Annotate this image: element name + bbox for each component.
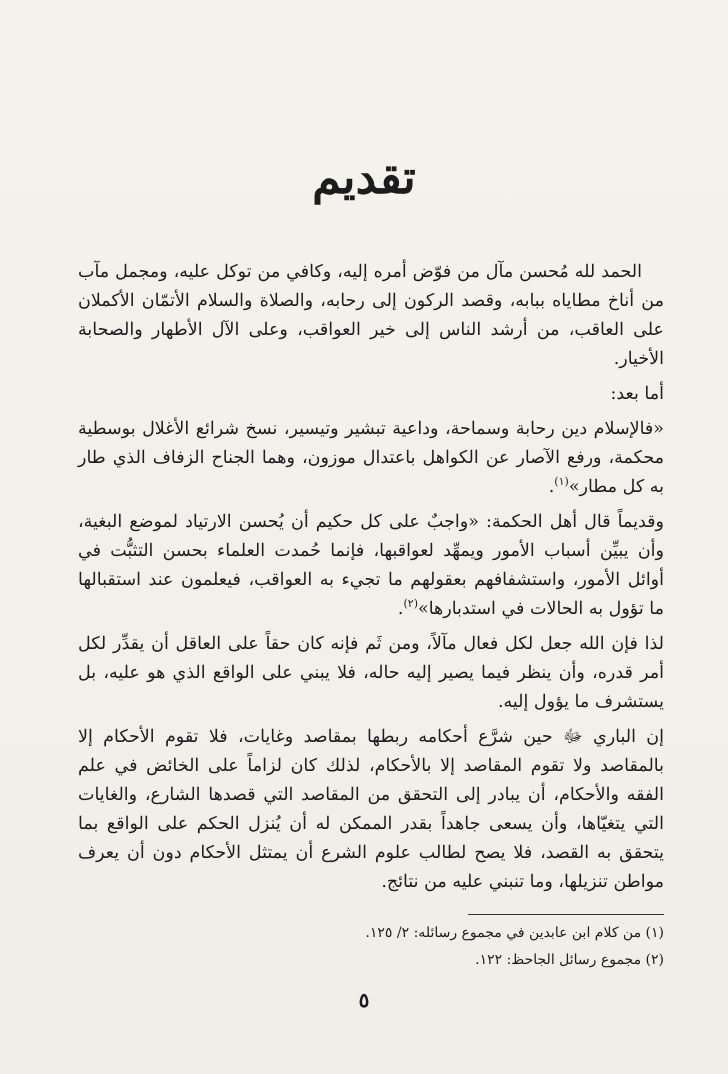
footnotes	[78, 920, 664, 974]
footnote-ref-2: (٢)	[403, 597, 418, 611]
paragraph-wisdom-text: وقديماً قال أهل الحكمة: «واجبٌ على كل حكيم أن يُحسن الارتياد لموضع البغية، وأن يبيِّن أسباب الأمور ويمهِّد لعواقبها، فإنما حُمدت العلماء بحسن التثبُّت في أوائل الأمور، واستشفافهم بعقولهم ما تجيء به العواقب، فيعلمون عند استقبالها ما تؤول به الحالات في استدبارها»	[78, 512, 664, 619]
body-text	[78, 258, 664, 903]
paragraph-objectives: إن الباري ﷻ حين شرَّع أحكامه ربطها بمقاصد وغايات، فلا تقوم الأحكام إلا بالمقاصد ولا تقوم المقاصد إلا بالأحكام، لذلك كان لزاماً على الخائض في علم الفقه والأحكام، أن يبادر إلى التحقق من المقاصد التي قصدها الشارع، والغايات التي يتغيّاها، وأن يسعى جاهداً بقدر الممكن له أن يُنزل الحكم على الواقع بما يتحقق به القصد، فلا يصح لطالب علوم الشرع أن يمتثل الأحكام دون أن يعرف مواطن تنزيلها، وما تنبني عليه من نتائج.	[78, 727, 664, 892]
footnote-ref-1: (١)	[554, 475, 569, 489]
paragraph-quote-islam-text: «فالإسلام دين رحابة وسماحة، وداعية تبشير وتيسير، نسخ شرائع الأغلال بوسطية محكمة، ورفع الآصار عن الكواهل باعتدال موزون، وهما الجناح الزفاف الذي طار به كل مطار»	[78, 419, 664, 497]
paragraph-amma-baad: أما بعد:	[610, 384, 664, 404]
paragraph-quote-islam: «فالإسلام دين رحابة وسماحة، وداعية تبشير وتيسير، نسخ شرائع الأغلال بوسطية محكمة، ورفع الآصار عن الكواهل باعتدال موزون، وهما الجناح الزفاف الذي طار به كل مطار»$^{(١)}$.	[78, 419, 664, 497]
paragraph-opening: الحمد لله مُحسن مآل من فوّض أمره إليه، وكافي من توكل عليه، ومجمل مآب من أناخ مطاياه ببابه، وقصد الركون إلى رحابه، والصلاة والسلام الأتمّان الأكملان على العاقب، من أرشد الناس إلى خير العواقب، وعلى الآل الأطهار والصحابة الأخيار.	[78, 262, 664, 369]
paragraph-wisdom: وقديماً قال أهل الحكمة: «واجبٌ على كل حكيم أن يُحسن الارتياد لموضع البغية، وأن يبيِّن أسباب الأمور ويمهِّد لعواقبها، فإنما حُمدت العلماء بحسن التثبُّت في أوائل الأمور، واستشفافهم بعقولهم ما تجيء به العواقب، فيعلمون عند استقبالها ما تؤول به الحالات في استدبارها»$^{(٢)}$.	[78, 512, 664, 619]
page-title: تقديم	[312, 150, 416, 204]
paragraph-outcomes: لذا فإن الله جعل لكل فعال مآلاً، ومن ثَم فإنه كان حقاً على العاقل أن يقدِّر لكل أمر قدره، وأن ينظر فيما يصير إليه حاله، فلا يبني على الواقع الذي هو عليه، بل يستشرف ما يؤول إليه.	[78, 634, 664, 712]
footnote-2: (٢) مجموع رسائل الجاحظ: ١٢٢.	[475, 952, 664, 968]
footnote-divider	[468, 914, 664, 915]
page-number: ٥	[358, 988, 370, 1012]
footnote-1: (١) من كلام ابن عابدين في مجموع رسائله: ٢/ ١٢٥.	[365, 925, 664, 941]
